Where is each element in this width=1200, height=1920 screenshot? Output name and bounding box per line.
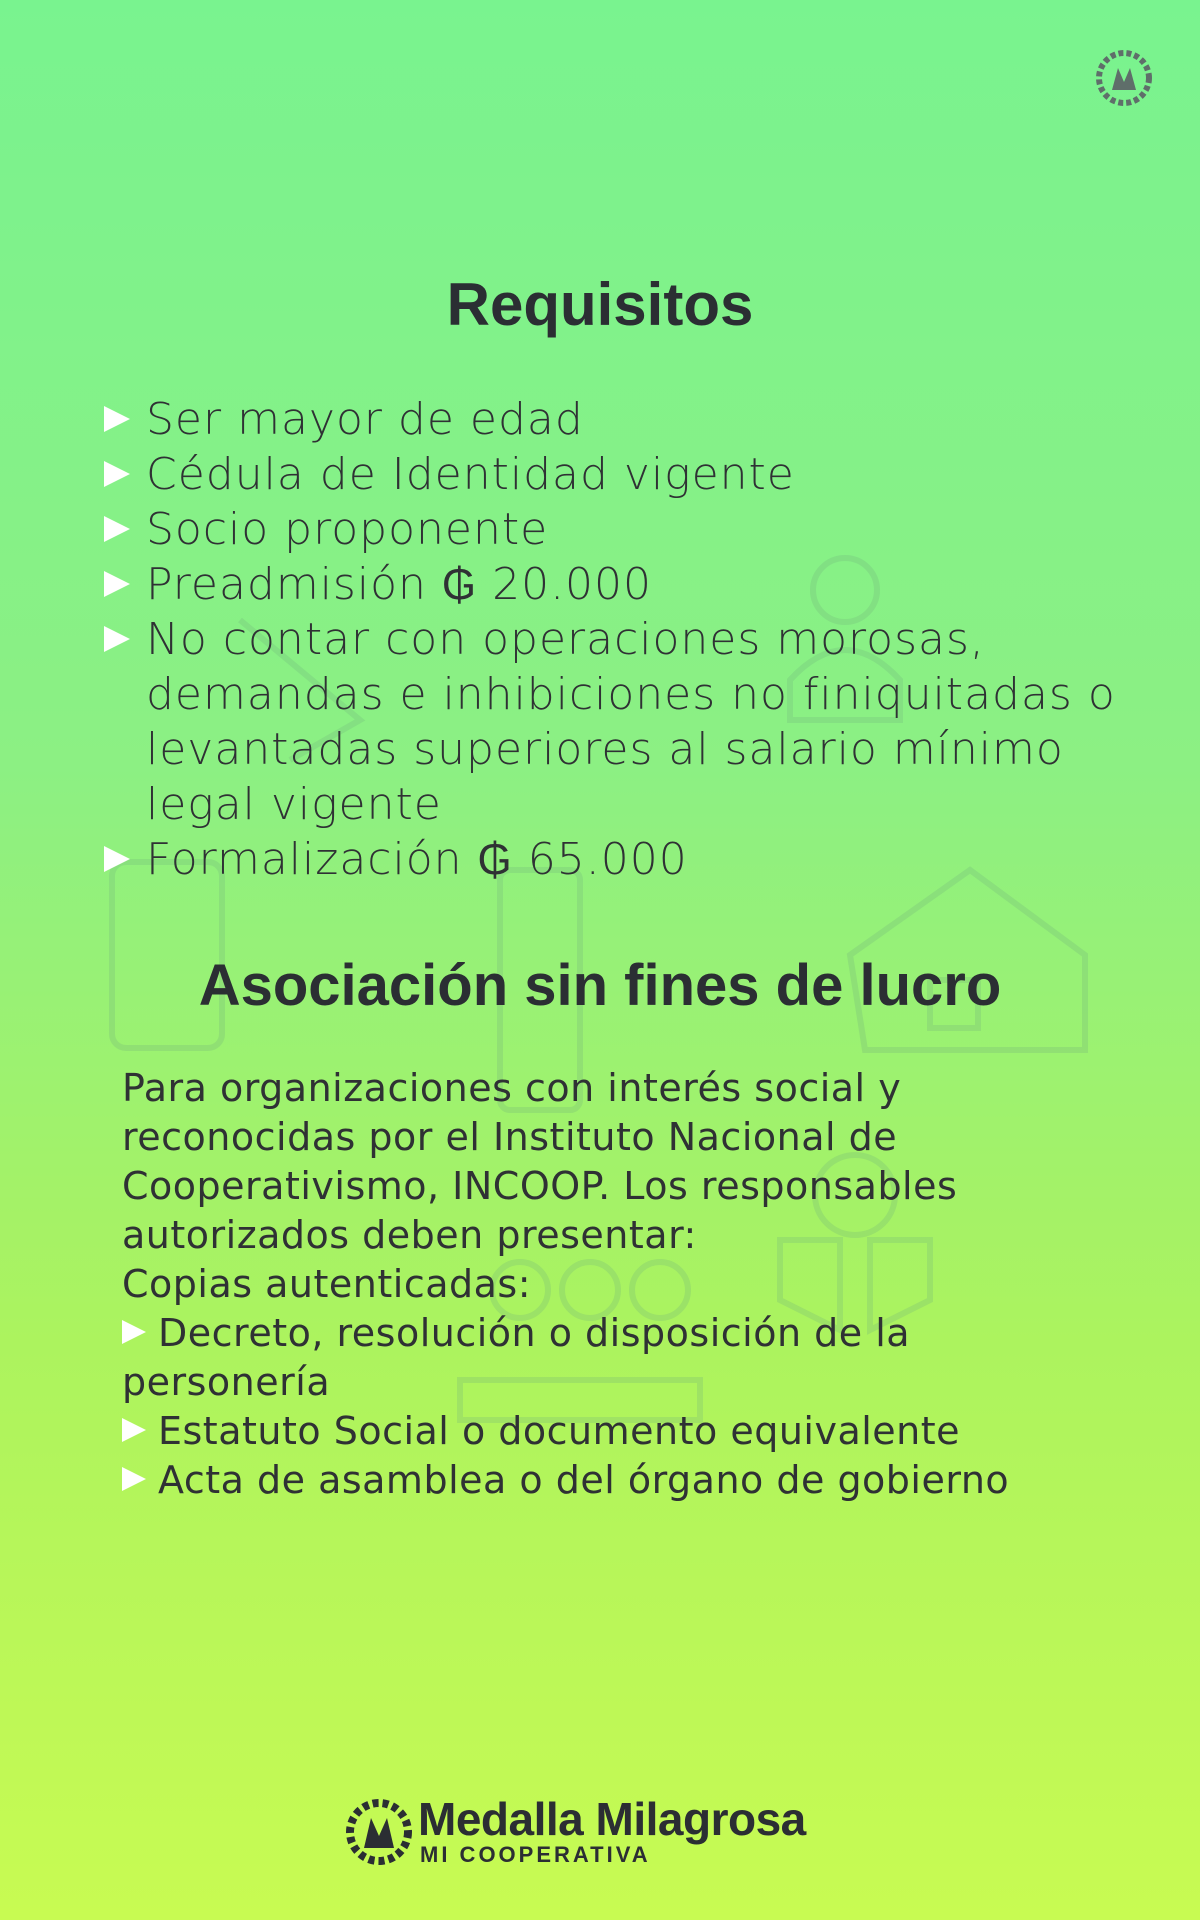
cooperative-logo-icon: [346, 1792, 412, 1868]
brand-name: Medalla Milagrosa: [418, 1793, 806, 1845]
asociacion-intro: Para organizaciones con interés social y reconocidas por el Instituto Nacional de Cooperativismo, INCOOP. Los responsables autorizados deben presentar:: [122, 1066, 958, 1257]
list-item: Cédula de Identidad vigente: [104, 447, 1124, 502]
triangle-bullet-icon: [122, 1418, 146, 1442]
list-item: No contar con operaciones morosas, demandas e inhibiciones no finiquitadas o levantadas superiores al salario mínimo legal vigente: [104, 612, 1124, 832]
list-item: Acta de asamblea o del órgano de gobierno: [114, 1456, 1082, 1505]
triangle-bullet-icon: [104, 846, 130, 872]
brand-tagline: MI COOPERATIVA: [420, 1842, 651, 1867]
triangle-bullet-icon: [104, 461, 130, 487]
copias-label: Copias autenticadas:: [122, 1262, 531, 1306]
corner-logo-icon: [1096, 50, 1152, 106]
triangle-bullet-icon: [122, 1320, 146, 1344]
requisitos-title: Requisitos: [446, 271, 754, 338]
asociacion-body: [122, 1064, 1082, 1505]
asociacion-title: Asociación sin fines de lucro: [198, 953, 1002, 1018]
list-item: Ser mayor de edad: [104, 392, 1124, 447]
copias-list: [114, 1309, 1082, 1505]
list-item: Decreto, resolución o disposición de la personería: [122, 1311, 911, 1404]
triangle-bullet-icon: [104, 571, 130, 597]
requisitos-list: [104, 392, 1124, 887]
triangle-bullet-icon: [104, 626, 130, 652]
triangle-bullet-icon: [122, 1467, 146, 1491]
list-item: Socio proponente: [104, 502, 1124, 557]
list-item: Formalización ₲ 65.000: [104, 832, 1124, 887]
brand-logo: [346, 1792, 866, 1872]
list-item: Preadmisión ₲ 20.000: [104, 557, 1124, 612]
triangle-bullet-icon: [104, 516, 130, 542]
list-item: Estatuto Social o documento equivalente: [114, 1407, 1082, 1456]
triangle-bullet-icon: [104, 406, 130, 432]
